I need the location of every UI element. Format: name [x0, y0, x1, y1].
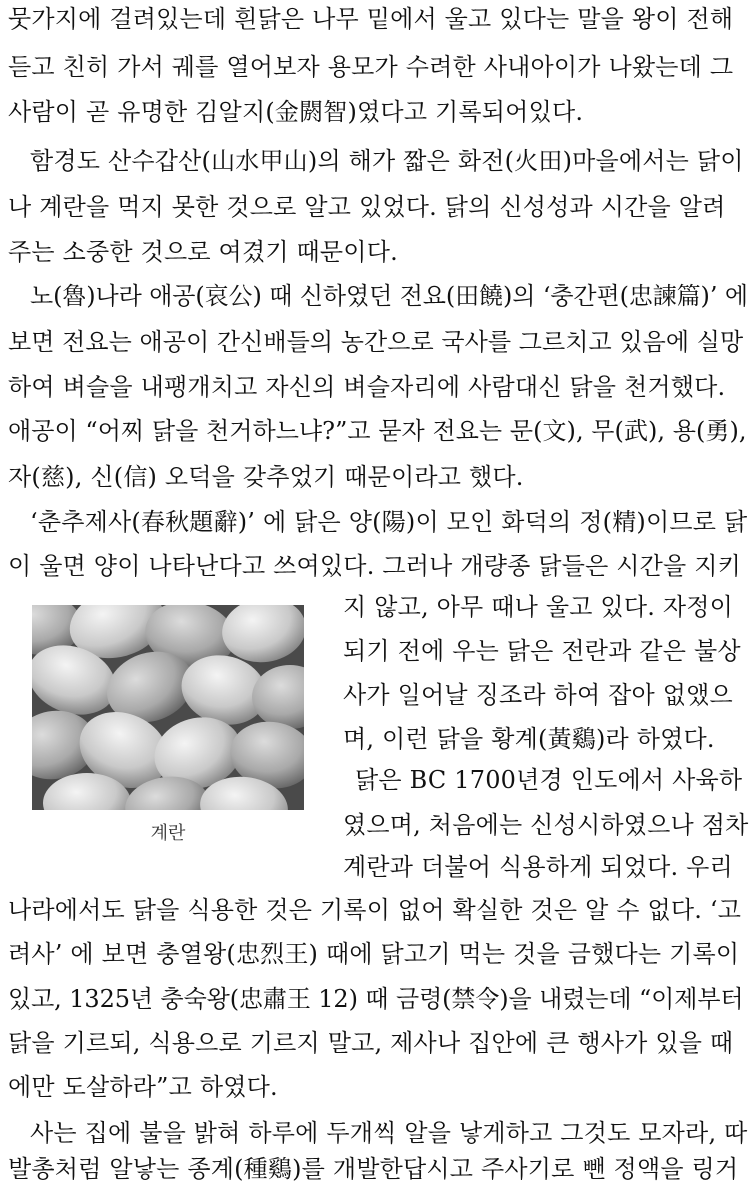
text-line: 지 않고, 아무 때나 울고 있다. 자정이 — [343, 593, 734, 621]
text-line: 였으며, 처음에는 신성시하였으나 점차 — [343, 811, 749, 839]
text-line: 발총처럼 알낳는 종계(種鷄)를 개발한답시고 주사기로 뺀 정액을 링거 — [8, 1155, 739, 1183]
text-line: 애공이 “어찌 닭을 천거하느냐?”고 묻자 전요는 문(文), 무(武), 용(勇), — [8, 417, 747, 445]
text-line: 사가 일어날 징조라 하여 잡아 없앴으 — [343, 681, 733, 709]
text-line: 함경도 산수갑산(山水甲山)의 해가 짧은 화전(火田)마을에서는 닭이 — [30, 147, 744, 175]
text-line: 보면 전요는 애공이 간신배들의 농간으로 국사를 그르치고 있음에 실망 — [8, 328, 744, 356]
text-line: 하여 벼슬을 내팽개치고 자신의 벼슬자리에 사람대신 닭을 천거했다. — [8, 373, 726, 401]
text-line: 계란과 더불어 식용하게 되었다. 우리 — [343, 853, 733, 881]
text-line: 닭을 기르되, 식용으로 기르지 말고, 제사나 집안에 큰 행사가 있을 때 — [8, 1029, 734, 1057]
text-line: 이 울면 양이 나타난다고 쓰여있다. 그러나 개량종 닭들은 시간을 지키 — [8, 552, 742, 580]
text-line: 뭇가지에 걸려있는데 흰닭은 나무 밑에서 울고 있다는 말을 왕이 전해 — [8, 5, 734, 33]
text-line: 듣고 친히 가서 궤를 열어보자 용모가 수려한 사내아이가 나왔는데 그 — [8, 53, 734, 81]
text-line: 노(魯)나라 애공(哀公) 때 신하였던 전요(田饒)의 ‘충간편(忠諫篇)’ 에 — [30, 282, 748, 310]
text-line: 나라에서도 닭을 식용한 것은 기록이 없어 확실한 것은 알 수 없다. ‘고 — [8, 896, 742, 924]
text-line: 려사’ 에 보면 충열왕(忠烈王) 때에 닭고기 먹는 것을 금했다는 기록이 — [8, 940, 740, 968]
text-line: ‘춘추제사(春秋題辭)’ 에 닭은 양(陽)이 모인 화덕의 정(精)이므로 닭 — [30, 508, 748, 536]
text-line: 나 계란을 먹지 못한 것으로 알고 있었다. 닭의 신성성과 시간을 알려 — [8, 193, 726, 221]
egg-photo — [32, 605, 304, 810]
text-line: 주는 소중한 것으로 여겼기 때문이다. — [8, 238, 398, 266]
text-line: 사람이 곧 유명한 김알지(金閼智)였다고 기록되어있다. — [8, 98, 584, 126]
text-line: 사는 집에 불을 밝혀 하루에 두개씩 알을 낳게하고 그것도 모자라, 따 — [30, 1119, 748, 1147]
text-line: 며, 이런 닭을 황계(黃鷄)라 하였다. — [343, 725, 715, 753]
text-line: 있고, 1325년 충숙왕(忠肅王 12) 때 금령(禁令)을 내렸는데 “이제부터 — [8, 985, 744, 1013]
text-line: 에만 도살하라”고 하였다. — [8, 1073, 278, 1101]
text-line: 닭은 BC 1700년경 인도에서 사육하 — [355, 766, 743, 794]
photo-caption: 계란 — [150, 823, 186, 844]
text-line: 자(慈), 신(信) 오덕을 갖추었기 때문이라고 했다. — [8, 463, 524, 491]
text-line: 되기 전에 우는 닭은 전란과 같은 불상 — [343, 637, 741, 665]
